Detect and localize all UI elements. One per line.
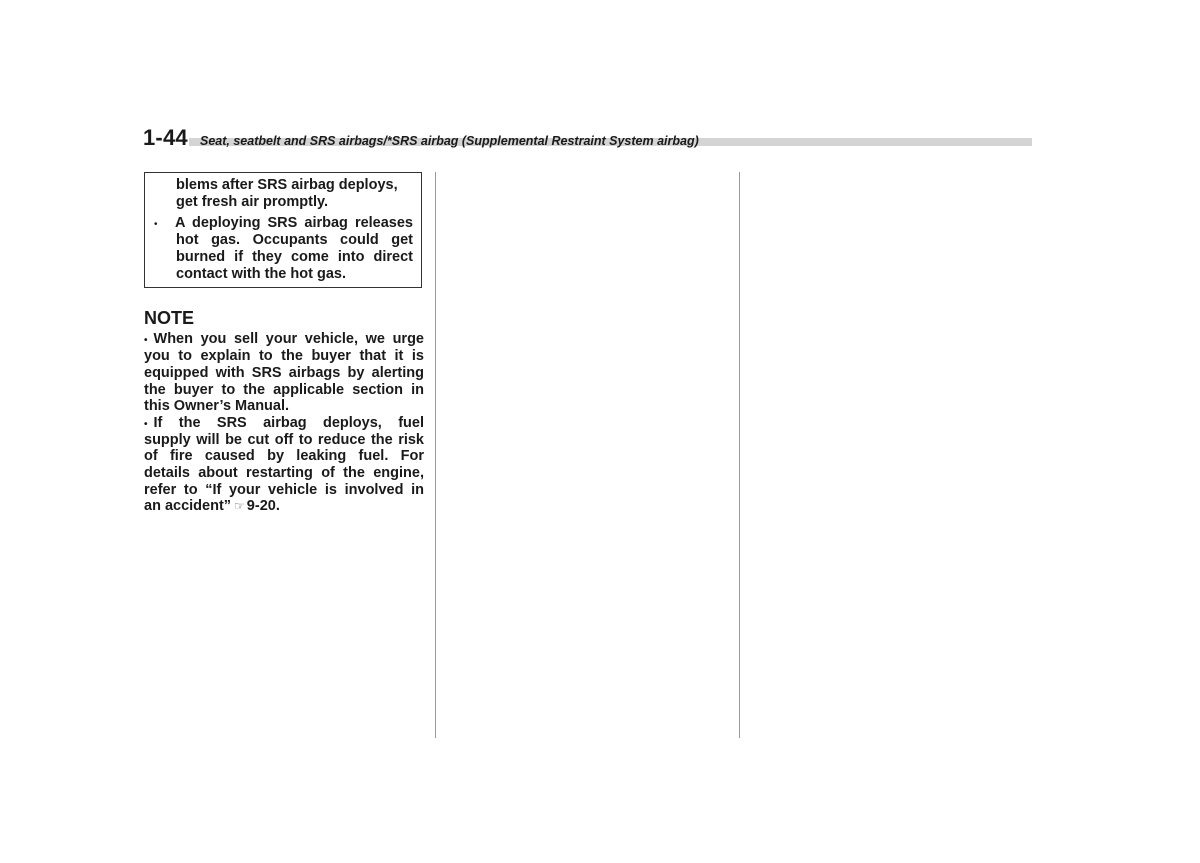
note-line: an accident” [144,498,232,514]
note-item-1 [144,331,424,350]
bullet-icon: • [154,219,158,230]
note-line: supply will be cut off to reduce the risk [144,432,424,448]
page-number: 1-44 [143,125,188,150]
column-divider-right [739,172,740,738]
note-line: the buyer to the applicable section in [144,382,424,398]
note-line: If the SRS airbag deploys, fuel [153,415,424,431]
note-line: of fire caused by leaking fuel. For [144,448,424,464]
note-line: When you sell your vehicle, we urge [153,331,424,347]
bullet-icon: • [144,335,148,346]
note-line: equipped with SRS airbags by alerting [144,365,424,381]
note-line: this Owner’s Manual. [144,398,290,414]
warning-continued-line: get fresh air promptly. [176,194,329,210]
note-reference-line [144,498,424,515]
note-line: details about restarting of the engine, [144,465,424,481]
warning-bullet-line: contact with the hot gas. [176,266,346,282]
warning-bullet-line: hot gas. Occupants could get [176,232,413,248]
pointing-hand-icon: ☞ [234,499,245,513]
section-title: Seat, seatbelt and SRS airbags/*SRS airbag (Supplemental Restraint System airbag) [200,134,699,148]
warning-box [144,172,422,288]
page-reference-link[interactable]: 9-20. [246,498,280,514]
note-heading: NOTE [144,308,195,328]
note-line: refer to “If your vehicle is involved in [144,482,424,498]
warning-continued-line: blems after SRS airbag deploys, [176,177,398,193]
note-line: you to explain to the buyer that it is [144,348,424,364]
warning-bullet-line: burned if they come into direct [176,249,413,265]
column-divider-left [435,172,436,738]
bullet-icon: • [144,419,148,430]
note-item-2 [144,415,424,434]
warning-bullet-line: A deploying SRS airbag releases [175,215,413,231]
